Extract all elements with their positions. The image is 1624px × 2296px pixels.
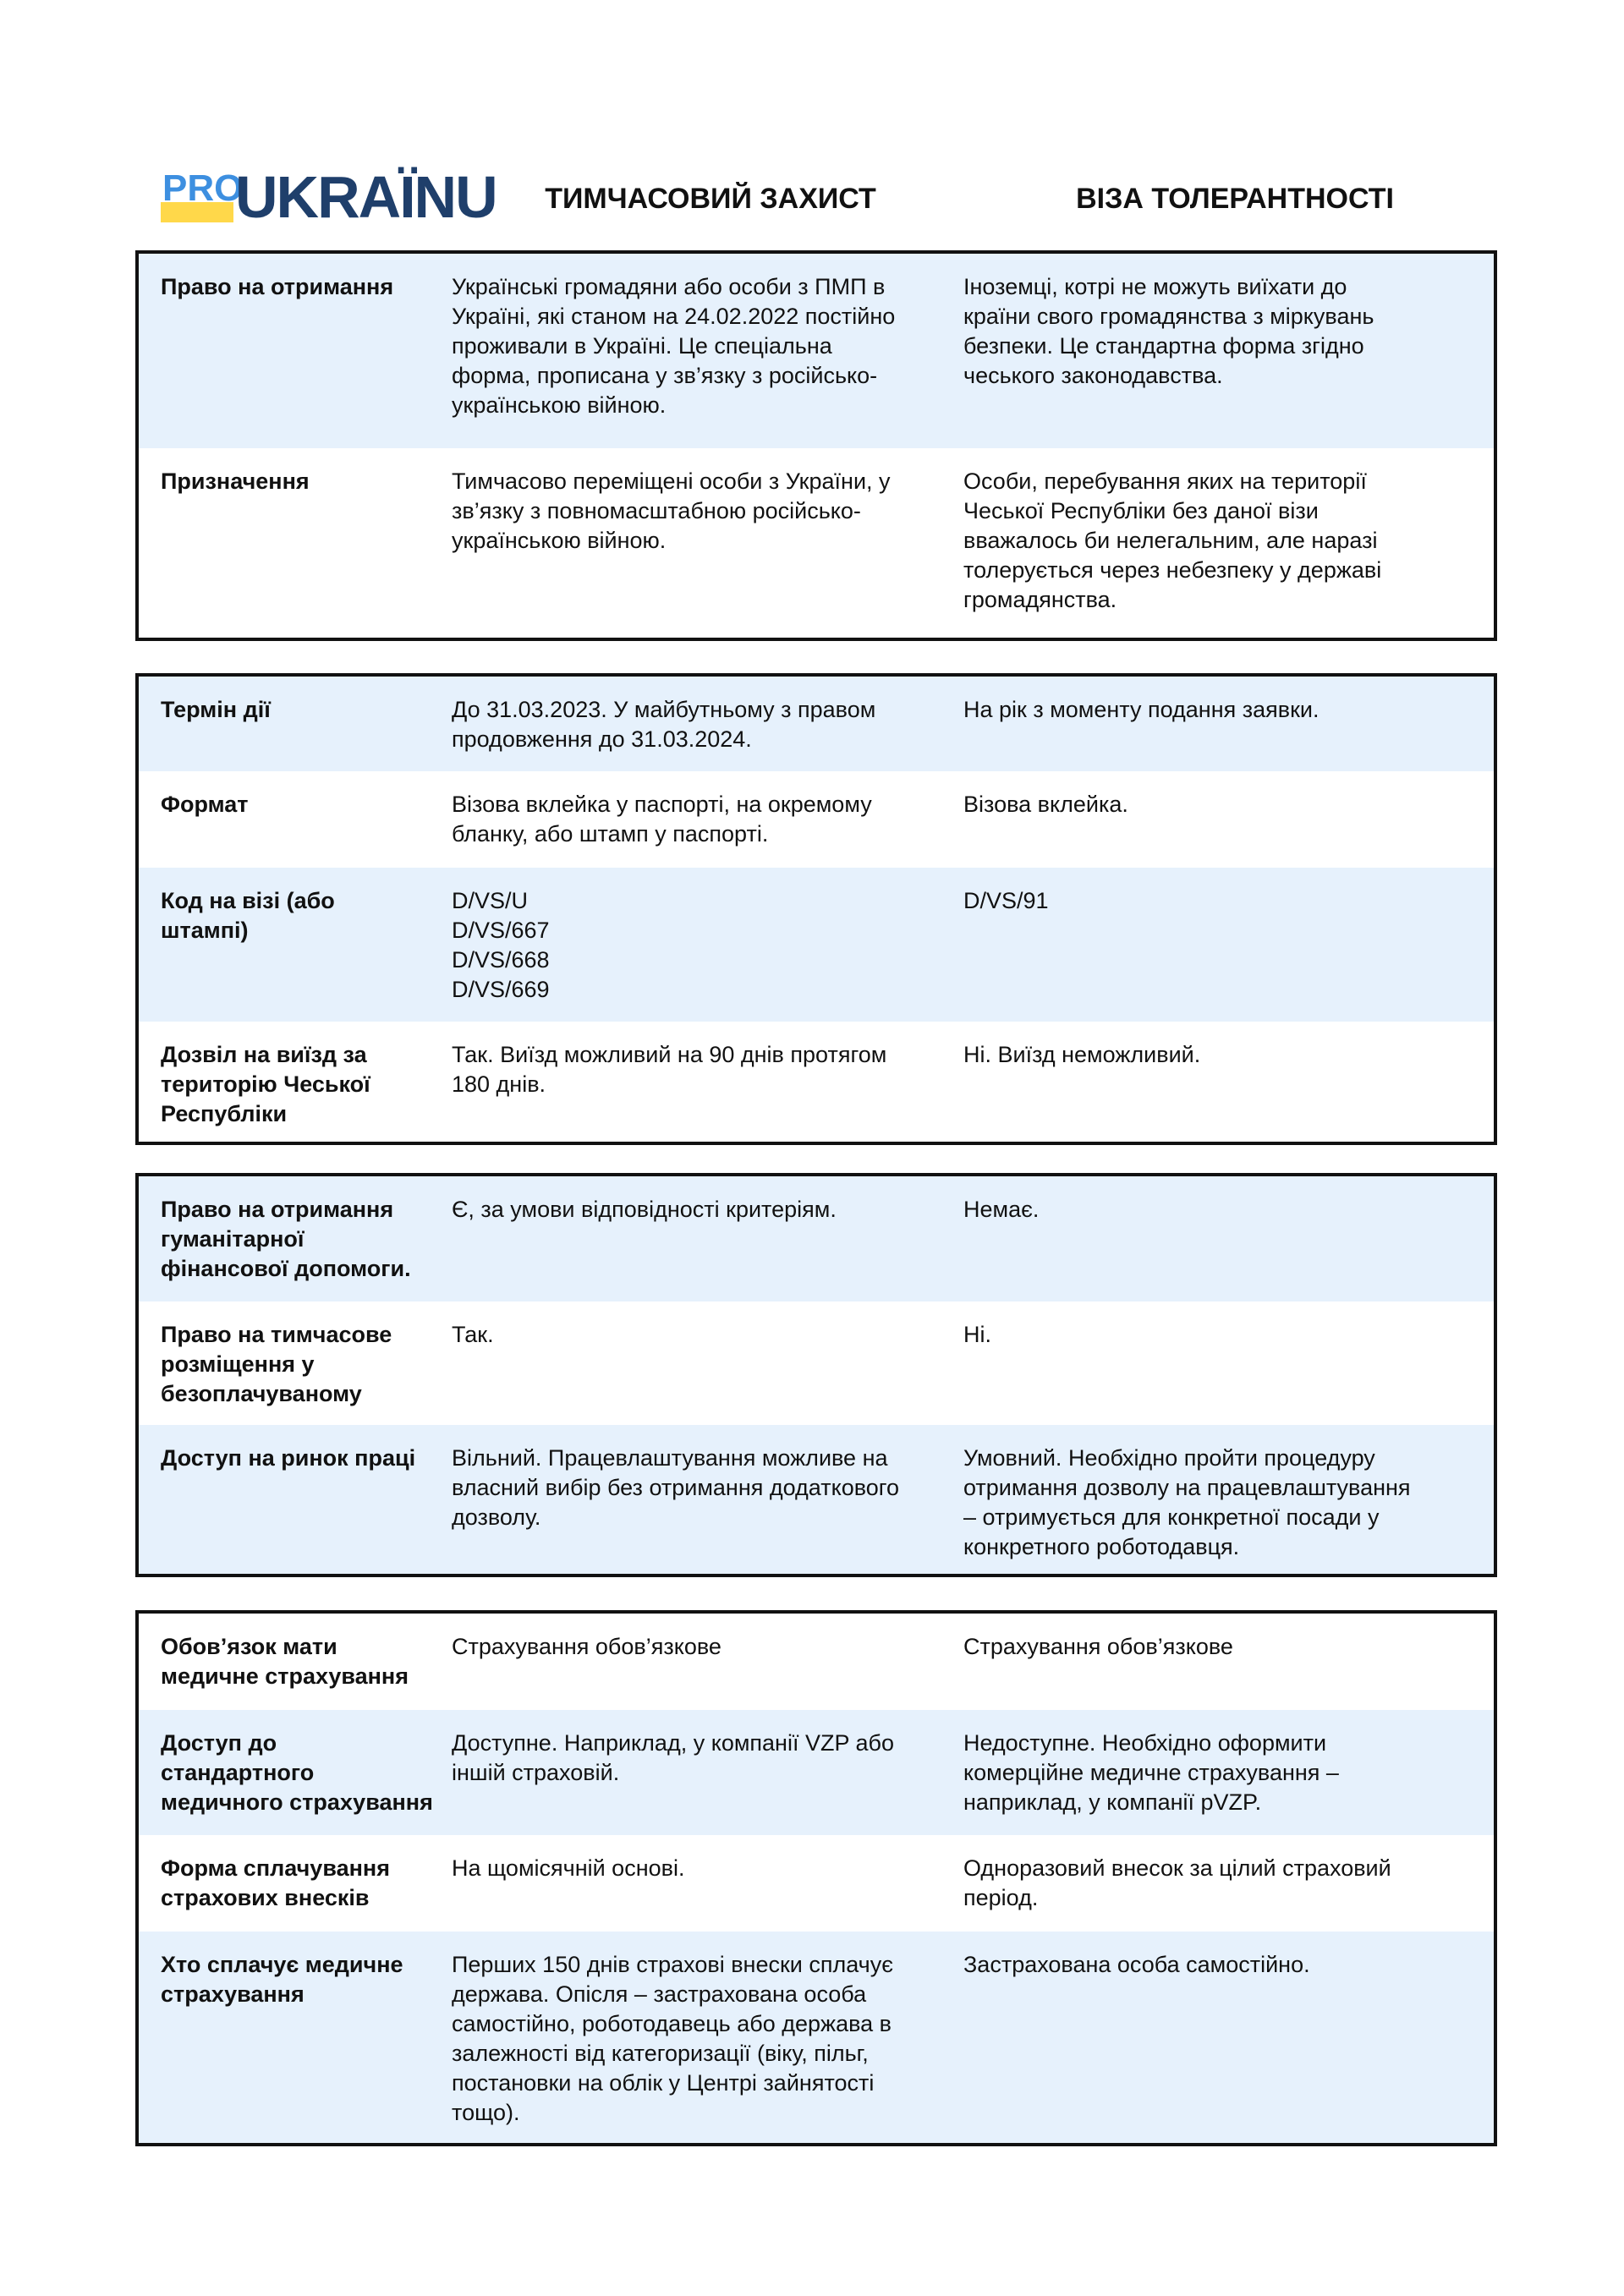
temporary-protection-value: Доступне. Наприклад, у компанії VZP або іншій страховій. — [452, 1730, 894, 1785]
tolerance-visa-value: Особи, перебування яких на території Чеської Республіки без даної візи вважалось би нелегальним, але наразі толерується через небезпеку у державі громадянства. — [963, 469, 1382, 612]
tolerance-visa-value: Застрахована особа самостійно. — [963, 1952, 1310, 1977]
logo-ukrainu-text: UKRAЇNU — [235, 164, 497, 230]
table-row — [139, 1301, 1494, 1425]
column-title-temporary-protection: ТИМЧАСОВИЙ ЗАХИСТ — [545, 183, 876, 215]
tolerance-visa-value: Умовний. Необхідно пройти процедуру отримання дозволу на працевлаштування – отримується для конкретної посади у конкретного роботодавця. — [963, 1445, 1411, 1559]
row-label: Право на тимчасове розміщення у безоплачуваному — [161, 1322, 392, 1406]
table-row — [139, 1835, 1494, 1932]
temporary-protection-value: Візова вклейка у паспорті, на окремому бланку, або штамп у паспорті. — [452, 792, 872, 847]
row-label: Право на отримання — [161, 274, 394, 299]
tolerance-visa-value: Немає. — [963, 1197, 1040, 1222]
temporary-protection-value: Перших 150 днів страхові внески сплачує держава. Опісля – застрахована особа самостійно, роботодавець або держава в залежності від категоризації (віку, пільг, постановки на облік у Центрі зайнятості тощо). — [452, 1952, 894, 2125]
temporary-protection-value: Є, за умови відповідності критеріям. — [452, 1197, 837, 1222]
tolerance-visa-value: Страхування обов’язкове — [963, 1634, 1233, 1659]
tolerance-visa-value: Візова вклейка. — [963, 792, 1128, 817]
table-row — [139, 868, 1494, 1022]
row-label: Доступ до стандартного медичного страхування — [161, 1730, 433, 1815]
temporary-protection-value: Вільний. Працевлаштування можливе на власний вибір без отримання додаткового дозволу. — [452, 1445, 900, 1530]
row-label: Формат — [161, 792, 249, 817]
temporary-protection-value: D/VS/U D/VS/667 D/VS/668 D/VS/669 — [452, 888, 550, 1002]
logo-pro-text: PRO — [162, 167, 244, 209]
table-row — [139, 1710, 1494, 1835]
comparison-block-eligibility — [135, 250, 1497, 641]
logo-pro-mark — [161, 167, 244, 222]
tolerance-visa-value: На рік з моменту подання заявки. — [963, 697, 1320, 722]
tolerance-visa-value: Іноземці, котрі не можуть виїхати до країни свого громадянства з міркувань безпеки. Це стандартна форма згідно чеського законодавства. — [963, 274, 1374, 388]
table-row — [139, 1176, 1494, 1301]
column-title-tolerance-visa: ВІЗА ТОЛЕРАНТНОСТІ — [1076, 183, 1394, 215]
temporary-protection-value: Страхування обов’язкове — [452, 1634, 721, 1659]
row-label: Хто сплачує медичне страхування — [161, 1952, 403, 2007]
tolerance-visa-value: Недоступне. Необхідно оформити комерційне медичне страхування – наприклад, у компанії pVZP. — [963, 1730, 1339, 1815]
row-label: Обов’язок мати медичне страхування — [161, 1634, 409, 1689]
table-row — [139, 448, 1494, 638]
page-header — [0, 0, 1624, 254]
comparison-block-validity — [135, 673, 1497, 1145]
table-row — [139, 1932, 1494, 2143]
tolerance-visa-value: Ні. — [963, 1322, 991, 1347]
tolerance-visa-value: Одноразовий внесок за цілий страховий період. — [963, 1855, 1391, 1910]
table-row — [139, 254, 1494, 448]
table-row — [139, 1425, 1494, 1574]
pro-ukrainu-logo — [161, 164, 497, 233]
tolerance-visa-value: Ні. Виїзд неможливий. — [963, 1042, 1201, 1067]
temporary-protection-value: До 31.03.2023. У майбутньому з правом продовження до 31.03.2024. — [452, 697, 876, 752]
temporary-protection-value: Так. — [452, 1322, 494, 1347]
temporary-protection-value: На щомісячній основі. — [452, 1855, 685, 1881]
row-label: Форма сплачування страхових внесків — [161, 1855, 390, 1910]
row-label: Дозвіл на виїзд за територію Чеської Республіки — [161, 1042, 370, 1126]
table-row — [139, 1614, 1494, 1710]
temporary-protection-value: Тимчасово переміщені особи з України, у зв’язку з повномасштабною російсько- українською війною. — [452, 469, 891, 553]
comparison-block-social — [135, 1173, 1497, 1577]
temporary-protection-value: Так. Виїзд можливий на 90 днів протягом 180 днів. — [452, 1042, 887, 1097]
table-row — [139, 677, 1494, 771]
row-label: Право на отримання гуманітарної фінансової допомоги. — [161, 1197, 411, 1281]
table-row — [139, 1022, 1494, 1142]
row-label: Призначення — [161, 469, 310, 494]
row-label: Термін дії — [161, 697, 271, 722]
comparison-block-insurance — [135, 1610, 1497, 2146]
tolerance-visa-value: D/VS/91 — [963, 888, 1049, 913]
table-row — [139, 771, 1494, 868]
row-label: Код на візі (або штампі) — [161, 888, 335, 943]
temporary-protection-value: Українські громадяни або особи з ПМП в Україні, які станом на 24.02.2022 постійно проживали в Україні. Це спеціальна форма, прописана у зв’язку з російсько- українською війною. — [452, 274, 896, 418]
row-label: Доступ на ринок праці — [161, 1445, 416, 1471]
